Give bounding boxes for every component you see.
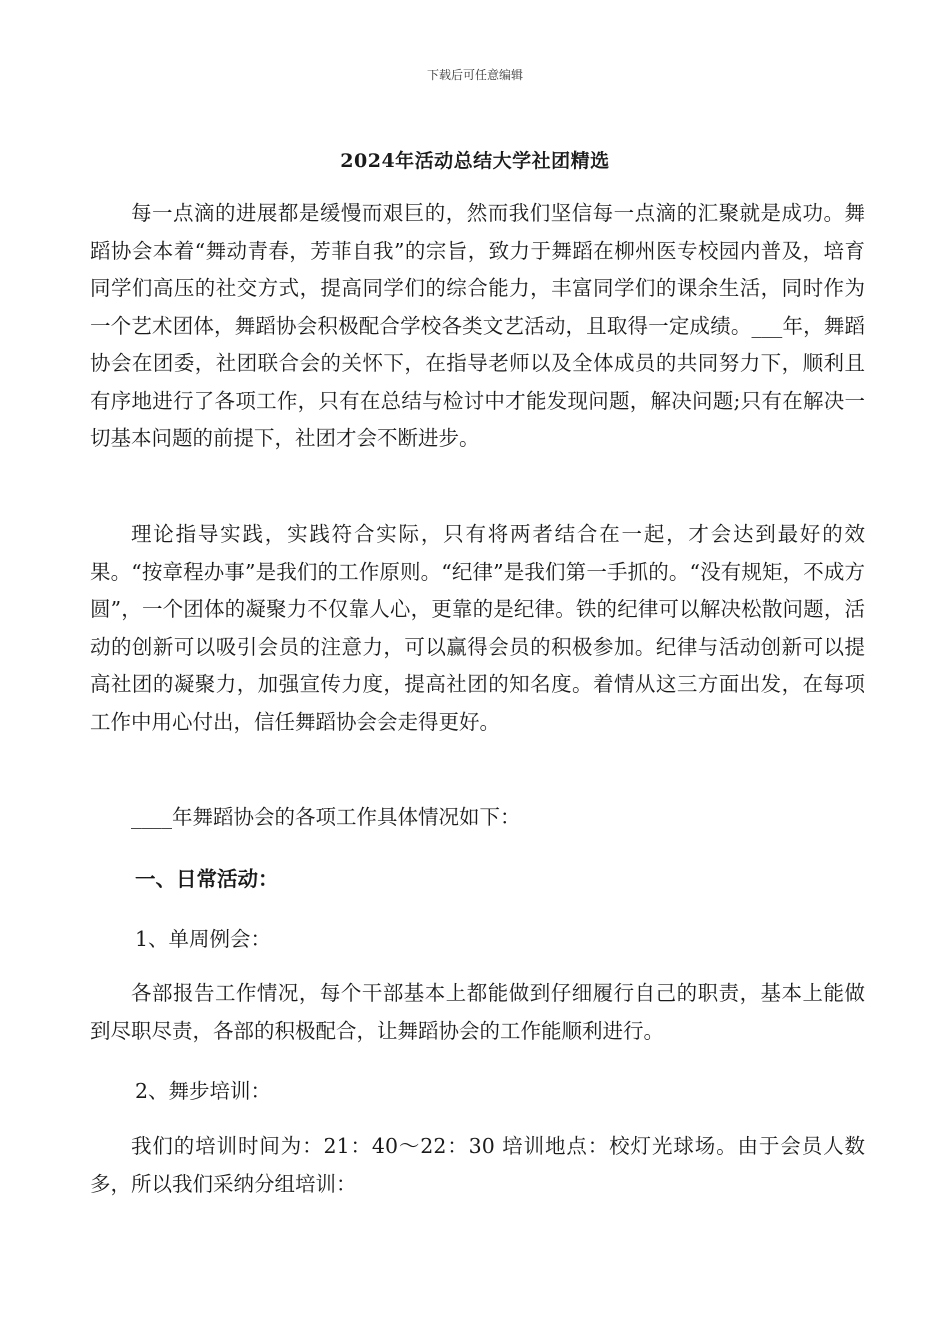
paragraph-intro: 每一点滴的进展都是缓慢而艰巨的，然而我们坚信每一点滴的汇聚就是成功。舞蹈协会本着“舞动青春，芳菲自我”的宗旨，致力于舞蹈在柳州医专校园内普及，培育同学们高压的社交方式，提高同学们的综合能力，丰富同学们的课余生活，同时作为一个艺术团体，舞蹈协会积极配合学校各类文艺活动，且取得一定成绩。___年，舞蹈协会在团委，社团联合会的关怀下，在指导老师以及全体成员的共同努力下，顺利且有序地进行了各项工作，只有在总结与检讨中才能发现问题，解决问题;只有在解决一切基本问题的前提下，社团才会不断进步。 <box>90 201 865 450</box>
document-title: 2024年活动总结大学社团精选 <box>340 150 610 172</box>
paragraph-dance-training: 我们的培训时间为：21：40～22：30 培训地点：校灯光球场。由于会员人数多，所以我们采纳分组培训： <box>90 1134 865 1196</box>
item-weekly-meeting: 1、单周例会： <box>135 927 272 951</box>
paragraph-overview: ____年舞蹈协会的各项工作具体情况如下： <box>131 805 521 829</box>
item-dance-training: 2、舞步培训： <box>135 1079 272 1103</box>
section-heading-daily-activities: 一、日常活动： <box>135 867 279 891</box>
paragraph-weekly-meeting: 各部报告工作情况，每个干部基本上都能做到仔细履行自己的职责，基本上能做到尽职尽责，各部的积极配合，让舞蹈协会的工作能顺利进行。 <box>90 981 865 1043</box>
page-header: 下载后可任意编辑 <box>426 68 523 82</box>
paragraph-principles: 理论指导实践，实践符合实际，只有将两者结合在一起，才会达到最好的效果。“按章程办事”是我们的工作原则。“纪律”是我们第一手抓的。“没有规矩，不成方圆”，一个团体的凝聚力不仅靠人心，更靠的是纪律。铁的纪律可以解决松散问题，活动的创新可以吸引会员的注意力，可以赢得会员的积极参加。纪律与活动创新可以提高社团的凝聚力，加强宣传力度，提高社团的知名度。着情从这三方面出发，在每项工作中用心付出，信任舞蹈协会会走得更好。 <box>90 522 865 734</box>
